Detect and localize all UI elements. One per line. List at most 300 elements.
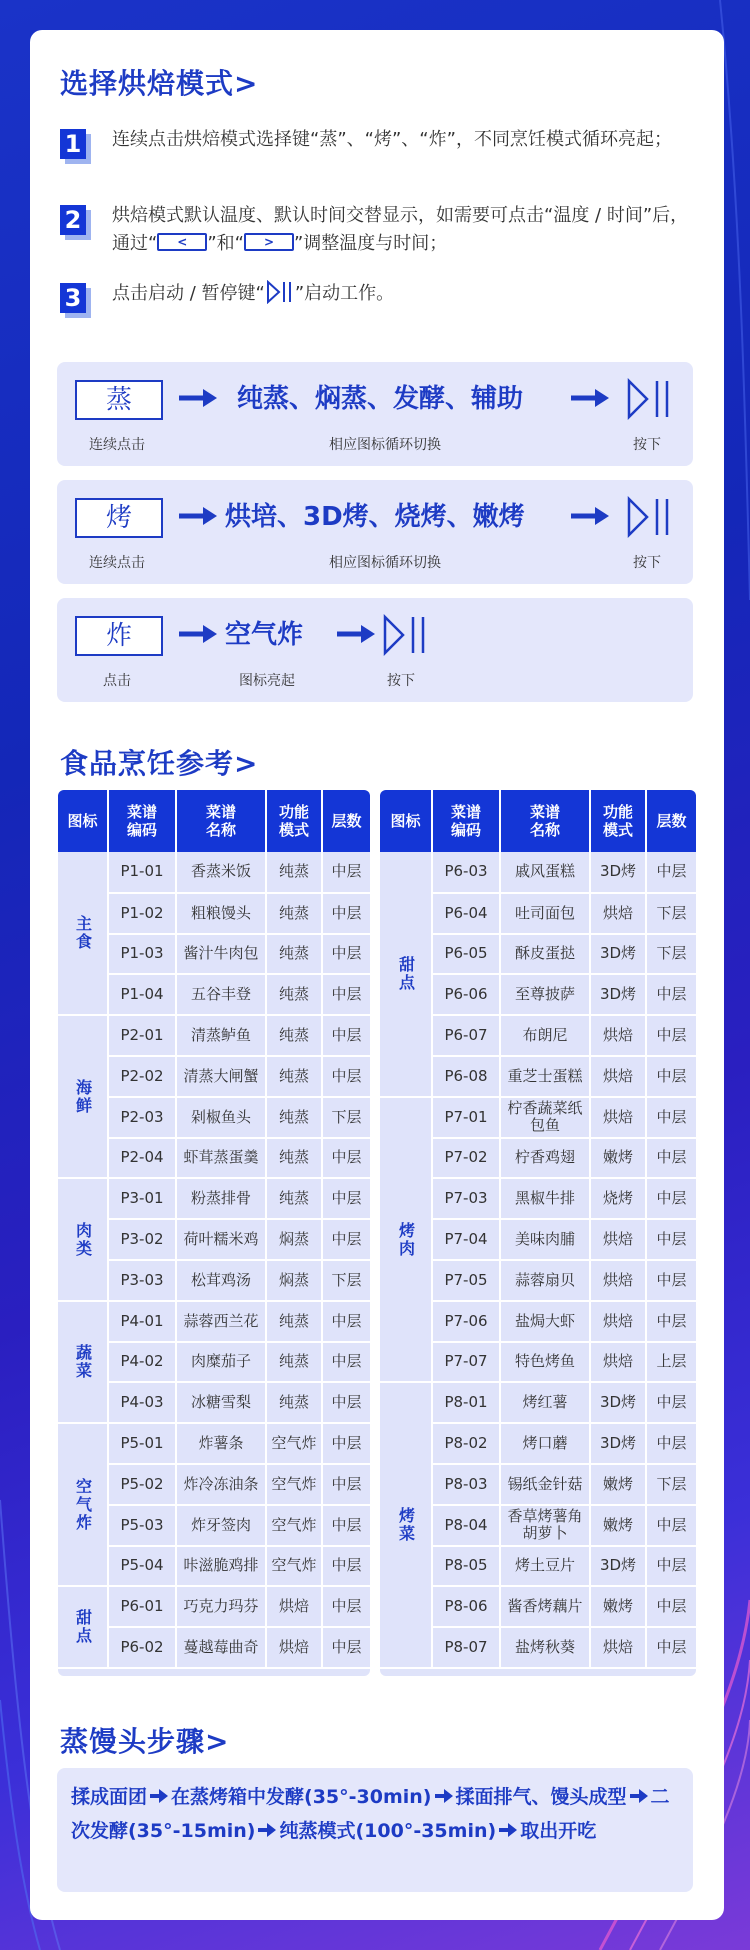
cell-text: 酱香烤藕片: [507, 1597, 583, 1616]
cell-text: 纯蒸: [278, 1393, 309, 1412]
table-cell: [500, 1505, 590, 1546]
table-cell: [590, 1015, 646, 1056]
step-text: [112, 280, 700, 308]
table-cell: [176, 1627, 266, 1668]
cell-text: P8-01: [444, 1393, 488, 1412]
table-cell: [590, 893, 646, 934]
table-cell: [500, 893, 590, 934]
cell-text: 中层: [331, 1311, 362, 1330]
table-cell: [432, 1342, 500, 1383]
cell-text: 胡萝卜: [522, 1524, 568, 1543]
arrow-right-icon: [257, 1821, 277, 1839]
table-row: [58, 1015, 370, 1056]
table-row: [380, 852, 696, 893]
table-cell: [646, 893, 696, 934]
cell-text: 特色烤鱼: [514, 1352, 575, 1371]
cell-text: P6-01: [120, 1597, 164, 1616]
table-header-row: [380, 790, 696, 852]
step-number-badge: 2: [60, 205, 86, 235]
table-cell: [590, 1219, 646, 1260]
category-cell: 烤肉: [380, 1097, 432, 1383]
table-cell: [590, 1423, 646, 1464]
table-cell: [266, 1178, 322, 1219]
header-text: 菜谱: [450, 803, 481, 821]
header-text: 功能: [278, 803, 309, 821]
table-cell: [322, 1505, 370, 1546]
table-cell: [646, 1464, 696, 1505]
cell-text: 中层: [331, 862, 362, 881]
cell-text: 烤红薯: [522, 1393, 568, 1412]
left-key-icon: <: [157, 233, 207, 251]
category-cell: 主食: [58, 852, 108, 1015]
cell-text: 黑椒牛排: [514, 1189, 575, 1208]
cell-text: 包鱼: [529, 1116, 560, 1135]
table-cell: [266, 1260, 322, 1301]
cell-text: P4-02: [120, 1352, 164, 1371]
header-text: 层数: [331, 812, 362, 830]
step-text: 连续点击烘焙模式选择键“蒸”、“烤”、“炸”，不同烹饪模式循环亮起；: [112, 129, 672, 150]
table-cell: [108, 1505, 176, 1546]
cell-text: 至尊披萨: [514, 985, 575, 1004]
cell-text: 烘焙: [602, 1311, 633, 1330]
cell-text: P6-06: [444, 985, 488, 1004]
table-cell: [432, 1178, 500, 1219]
table-cell: [646, 934, 696, 975]
table-cell: [266, 1097, 322, 1138]
cell-text: 中层: [331, 1556, 362, 1575]
table-cell: [646, 1097, 696, 1138]
cell-text: P7-03: [444, 1189, 488, 1208]
cell-text: 下层: [331, 1270, 362, 1289]
table-cell: [500, 1382, 590, 1423]
table-cell: [266, 1627, 322, 1668]
table-cell: [432, 934, 500, 975]
header-text: 模式: [602, 821, 633, 839]
table-cell: [646, 1260, 696, 1301]
header-text: 层数: [656, 812, 687, 830]
table-cell: [176, 1464, 266, 1505]
cell-text: 空气炸: [271, 1556, 317, 1575]
table-cell: [176, 1138, 266, 1179]
cell-text: 中层: [331, 1066, 362, 1085]
header-text: 图标: [67, 812, 98, 830]
category-cell: 海鲜: [58, 1015, 108, 1178]
table-cell: [322, 1423, 370, 1464]
cell-text: 虾茸蒸蛋羹: [183, 1148, 259, 1167]
content-card: [30, 30, 724, 1920]
table-cell: [322, 1219, 370, 1260]
caption-play: 按下: [633, 437, 661, 453]
cell-text: 中层: [656, 1230, 687, 1249]
table-cell: [590, 1546, 646, 1587]
cell-text: 空气炸: [271, 1434, 317, 1453]
cell-text: 戚风蛋糕: [514, 862, 575, 881]
cell-text: 剁椒鱼头: [190, 1107, 251, 1126]
table-header-cell: [322, 790, 370, 852]
cell-text: 下层: [656, 903, 687, 922]
table-cell: [266, 934, 322, 975]
table-cell: [266, 1301, 322, 1342]
table-cell: [108, 893, 176, 934]
table-header-row: [58, 790, 370, 852]
table-cell: [590, 852, 646, 893]
cell-text: 中层: [656, 1393, 687, 1412]
table-cell: [176, 1586, 266, 1627]
header-text: 名称: [529, 821, 560, 839]
table-header-cell: [432, 790, 500, 852]
table-cell: [500, 1178, 590, 1219]
section-title-steamed-bun-steps: 蒸馒头步骤>: [60, 1725, 230, 1758]
table-cell: [322, 974, 370, 1015]
table-cell: [646, 1178, 696, 1219]
cell-text: 嫩烤: [602, 1474, 633, 1493]
cell-text: 蒜蓉西兰花: [183, 1311, 259, 1330]
table-cell: [266, 1505, 322, 1546]
arrow-right-icon: [149, 1787, 169, 1805]
table-cell: [646, 1056, 696, 1097]
header-text: 模式: [278, 821, 309, 839]
cell-text: P7-06: [444, 1311, 488, 1330]
cell-text: P6-04: [444, 903, 488, 922]
cell-text: P6-05: [444, 944, 488, 963]
table-cell: [432, 1586, 500, 1627]
table-cell: [500, 1464, 590, 1505]
table-cell: [322, 1260, 370, 1301]
table-row: [58, 1178, 370, 1219]
table-cell: [108, 1423, 176, 1464]
table-cell: [590, 1301, 646, 1342]
play-pause-icon: [381, 614, 429, 656]
cell-text: 重芝士蛋糕: [507, 1066, 583, 1085]
cell-text: P8-02: [444, 1434, 488, 1453]
category-cell: 肉类: [58, 1178, 108, 1300]
cell-text: 中层: [331, 1597, 362, 1616]
play-pause-icon: [625, 378, 673, 420]
table-cell: [322, 1586, 370, 1627]
section-title-cooking-reference: 食品烹饪参考>: [60, 747, 259, 780]
table-cell: [322, 1301, 370, 1342]
cell-text: P3-03: [120, 1270, 164, 1289]
table-cell: [432, 1260, 500, 1301]
table-header-cell: [58, 790, 108, 852]
cell-text: 上层: [656, 1352, 687, 1371]
cell-text: 松茸鸡汤: [190, 1270, 251, 1289]
cell-text: 中层: [331, 1148, 362, 1167]
cell-text: 烘焙: [602, 1638, 633, 1657]
steamed-bun-steps-panel: [57, 1768, 693, 1892]
cell-text: 烘焙: [602, 1230, 633, 1249]
table-cell: [646, 1423, 696, 1464]
table-cell: [266, 1423, 322, 1464]
table-cell: [500, 852, 590, 893]
cell-text: 中层: [656, 1148, 687, 1167]
table-cell: [322, 1464, 370, 1505]
cell-text: 烘焙: [602, 1352, 633, 1371]
steam-key-box: 蒸: [75, 380, 163, 420]
step-text: [112, 202, 700, 258]
cell-text: 中层: [656, 1597, 687, 1616]
bun-step-text: 在蒸烤箱中发酵(35°-30min): [171, 1786, 432, 1808]
cell-text: P7-04: [444, 1230, 488, 1249]
table-cell: [266, 893, 322, 934]
table-cell: [500, 1627, 590, 1668]
cell-text: P5-03: [120, 1515, 164, 1534]
cell-text: 炸薯条: [198, 1434, 244, 1453]
cell-text: 下层: [656, 1474, 687, 1493]
cell-text: 焖蒸: [278, 1270, 309, 1289]
table-cell: [176, 1546, 266, 1587]
table-cell: [590, 1097, 646, 1138]
cell-text: P7-07: [444, 1352, 488, 1371]
roast-key-box: 烤: [75, 498, 163, 538]
table-cell: [108, 852, 176, 893]
cell-text: P5-02: [120, 1474, 164, 1493]
header-text: 名称: [205, 821, 236, 839]
table-cell: [500, 1260, 590, 1301]
cell-text: P3-01: [120, 1189, 164, 1208]
cell-text: 中层: [331, 944, 362, 963]
table-cell: [500, 1056, 590, 1097]
table-cell: [432, 1056, 500, 1097]
recipe-table-left: [58, 790, 370, 1676]
cell-text: 3D烤: [599, 1434, 637, 1453]
cell-text: 中层: [331, 985, 362, 1004]
table-cell: [500, 1342, 590, 1383]
table-cell: [432, 1097, 500, 1138]
cell-text: 荷叶糯米鸡: [183, 1230, 259, 1249]
table-cell: [432, 1423, 500, 1464]
cell-text: P5-04: [120, 1556, 164, 1575]
table-cell: [646, 1382, 696, 1423]
cell-text: 中层: [656, 1270, 687, 1289]
cell-text: 嫩烤: [602, 1148, 633, 1167]
table-cell: [432, 1219, 500, 1260]
table-cell: [432, 893, 500, 934]
cell-text: 3D烤: [599, 1556, 637, 1575]
table-cell: [176, 852, 266, 893]
cell-text: P4-03: [120, 1393, 164, 1412]
cell-text: 中层: [331, 1352, 362, 1371]
cell-text: 中层: [331, 1434, 362, 1453]
bun-step-text: 揉成面团: [71, 1786, 148, 1808]
bun-step-text: 二次发酵(35°-15min): [71, 1786, 670, 1842]
table-row: [380, 1382, 696, 1423]
table-cell: [176, 974, 266, 1015]
arrow-right-icon: [177, 504, 219, 528]
table-cell: [590, 1464, 646, 1505]
cell-text: 纯蒸: [278, 1107, 309, 1126]
table-cell: [590, 934, 646, 975]
table-cell: [108, 1546, 176, 1587]
table-cell: [108, 1178, 176, 1219]
arrow-right-icon: [629, 1787, 649, 1805]
cell-text: 烘焙: [602, 1270, 633, 1289]
cell-text: 中层: [656, 862, 687, 881]
table-cell: [322, 1056, 370, 1097]
cell-text: P7-01: [444, 1107, 488, 1126]
table-cell: [646, 1546, 696, 1587]
cell-text: P1-04: [120, 985, 164, 1004]
cell-text: 中层: [331, 1189, 362, 1208]
step-number-badge: 1: [60, 129, 86, 159]
table-cell: [500, 1423, 590, 1464]
cell-text: 中层: [656, 1638, 687, 1657]
cell-text: 烘焙: [278, 1638, 309, 1657]
cell-text: 布朗尼: [522, 1026, 568, 1045]
table-cell: [646, 1219, 696, 1260]
table-row: [58, 1423, 370, 1464]
table-cell: [500, 934, 590, 975]
table-cell: [432, 1138, 500, 1179]
bun-step-text: 取出开吃: [520, 1820, 597, 1842]
table-cell: [176, 1301, 266, 1342]
cell-text: P2-01: [120, 1026, 164, 1045]
step-2: [60, 202, 700, 258]
table-row: [380, 1097, 696, 1138]
table-cell: [108, 934, 176, 975]
table-cell: [266, 1015, 322, 1056]
cell-text: 烤口蘑: [522, 1434, 568, 1453]
cell-text: 酥皮蛋挞: [514, 944, 575, 963]
cell-text: P5-01: [120, 1434, 164, 1453]
table-header-cell: [108, 790, 176, 852]
header-text: 图标: [390, 812, 421, 830]
table-cell: [432, 1464, 500, 1505]
table-cell: [108, 1627, 176, 1668]
cell-text: P4-01: [120, 1311, 164, 1330]
table-cell: [176, 1260, 266, 1301]
cell-text: 中层: [331, 1515, 362, 1534]
table-cell: [266, 1219, 322, 1260]
table-cell: [646, 1505, 696, 1546]
table-cell: [322, 1342, 370, 1383]
cell-text: P6-02: [120, 1638, 164, 1657]
step-text-part: 烘焙模式默认温度、默认时间交替显示，如需要可点击“温度 / 时间”后，通过“: [112, 205, 689, 254]
cell-text: 酱汁牛肉包: [183, 944, 259, 963]
table-cell: [108, 1056, 176, 1097]
table-cell: [266, 974, 322, 1015]
caption-key: 连续点击: [89, 437, 145, 453]
fry-key-box: 炸: [75, 616, 163, 656]
arrow-right-icon: [177, 386, 219, 410]
table-cell: [500, 1301, 590, 1342]
play-pause-icon: [625, 496, 673, 538]
caption-key: 点击: [103, 673, 131, 689]
cell-text: 中层: [331, 1474, 362, 1493]
recipe-table: [58, 790, 370, 1669]
step-3: [60, 280, 700, 312]
table-cell: [500, 1586, 590, 1627]
cell-text: 嫩烤: [602, 1597, 633, 1616]
caption-modes: 图标亮起: [239, 673, 295, 689]
table-cell: [590, 1056, 646, 1097]
right-key-icon: >: [244, 233, 294, 251]
cell-text: 纯蒸: [278, 944, 309, 963]
table-header-cell: [590, 790, 646, 852]
table-row: [58, 1586, 370, 1627]
cell-text: P2-02: [120, 1066, 164, 1085]
category-cell: 蔬菜: [58, 1301, 108, 1423]
cell-text: 中层: [656, 1515, 687, 1534]
table-cell: [176, 1505, 266, 1546]
cell-text: P8-07: [444, 1638, 488, 1657]
cell-text: 中层: [331, 1230, 362, 1249]
table-cell: [108, 1260, 176, 1301]
cell-text: 蒜蓉扇贝: [514, 1270, 575, 1289]
category-cell: 空气炸: [58, 1423, 108, 1586]
cell-text: 中层: [656, 1066, 687, 1085]
cell-text: P8-06: [444, 1597, 488, 1616]
cell-text: 烘焙: [602, 903, 633, 922]
cell-text: 纯蒸: [278, 1026, 309, 1045]
cell-text: 3D烤: [599, 944, 637, 963]
cell-text: 烘焙: [602, 1066, 633, 1085]
step-text-part: ”和“: [207, 233, 244, 254]
cell-text: 烘焙: [602, 1026, 633, 1045]
cell-text: 中层: [331, 1393, 362, 1412]
table-cell: [500, 1097, 590, 1138]
table-cell: [266, 1464, 322, 1505]
table-cell: [646, 974, 696, 1015]
cell-text: 纯蒸: [278, 903, 309, 922]
cell-text: P3-02: [120, 1230, 164, 1249]
cell-text: 空气炸: [271, 1474, 317, 1493]
arrow-right-icon: [569, 386, 611, 410]
table-header-cell: [646, 790, 696, 852]
cell-text: P2-03: [120, 1107, 164, 1126]
flow-roast: [57, 480, 693, 584]
table-cell: [590, 1342, 646, 1383]
table-cell: [322, 893, 370, 934]
cell-text: 盐烤秋葵: [514, 1638, 575, 1657]
table-cell: [322, 1546, 370, 1587]
cell-text: 吐司面包: [514, 903, 575, 922]
table-cell: [176, 934, 266, 975]
table-cell: [108, 974, 176, 1015]
cell-text: 空气炸: [271, 1515, 317, 1534]
table-header-cell: [380, 790, 432, 852]
cell-text: 中层: [656, 1311, 687, 1330]
arrow-right-icon: [498, 1821, 518, 1839]
cell-text: P6-08: [444, 1066, 488, 1085]
table-cell: [176, 1423, 266, 1464]
table-cell: [108, 1138, 176, 1179]
table-cell: [432, 1505, 500, 1546]
cell-text: 3D烤: [599, 985, 637, 1004]
table-cell: [646, 1342, 696, 1383]
table-cell: [266, 1138, 322, 1179]
table-cell: [108, 1301, 176, 1342]
cell-text: P1-02: [120, 903, 164, 922]
arrow-right-icon: [335, 622, 377, 646]
cell-text: 焖蒸: [278, 1230, 309, 1249]
caption-play: 按下: [387, 673, 415, 689]
cell-text: 巧克力玛芬: [183, 1597, 259, 1616]
play-pause-icon: [265, 280, 295, 304]
cell-text: 纯蒸: [278, 1066, 309, 1085]
table-cell: [646, 852, 696, 893]
caption-play: 按下: [633, 555, 661, 571]
table-header-cell: [266, 790, 322, 852]
cell-text: 中层: [656, 1107, 687, 1126]
table-cell: [176, 1382, 266, 1423]
cell-text: P7-05: [444, 1270, 488, 1289]
cell-text: 粗粮馒头: [190, 903, 251, 922]
table-cell: [590, 1627, 646, 1668]
table-cell: [432, 1015, 500, 1056]
cell-text: P6-07: [444, 1026, 488, 1045]
cell-text: 蔓越莓曲奇: [183, 1638, 259, 1657]
